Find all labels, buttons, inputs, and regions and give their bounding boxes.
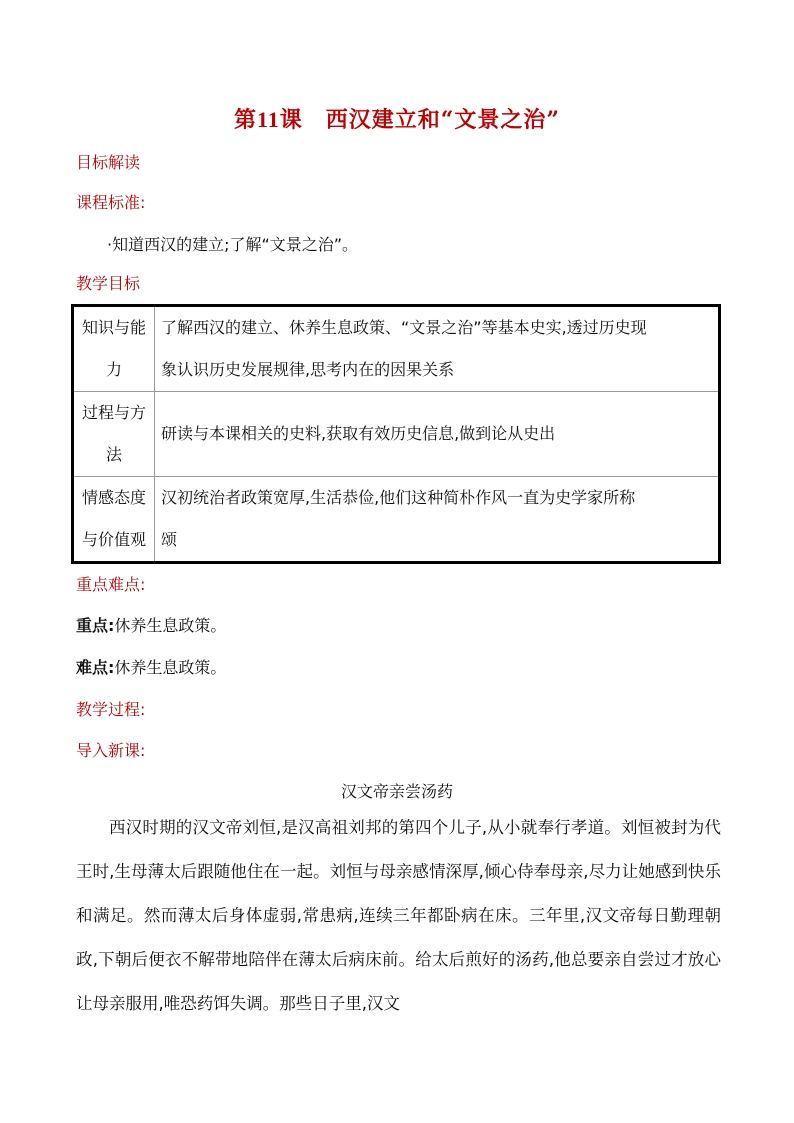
lesson-title <box>0 103 794 134</box>
difficult-point <box>76 655 226 678</box>
key-label: 重点: <box>76 616 115 635</box>
goal-description: 汉初统治者政策宽厚,生活恭俭,他们这种简朴作风一直为史学家所称 颂 <box>155 477 720 563</box>
section-objectives: 目标解读 <box>76 153 141 172</box>
story-title: 汉文帝亲尝汤药 <box>340 782 453 801</box>
curriculum-label: 课程标准: <box>76 193 146 212</box>
table-row <box>73 306 720 392</box>
table-row <box>73 392 720 477</box>
intro-label: 导入新课: <box>76 741 146 760</box>
table-row <box>73 477 720 563</box>
title-number: 11 <box>256 107 280 132</box>
teaching-goals-label: 教学目标 <box>76 274 141 293</box>
difficult-label: 难点: <box>76 658 115 677</box>
title-prefix: 第 <box>233 107 257 133</box>
title-rest: 课 西汉建立和“文景之治” <box>279 107 561 133</box>
key-point <box>76 613 226 636</box>
goal-category: 知识与能 力 <box>73 306 155 392</box>
key-points-label: 重点难点: <box>76 575 146 594</box>
goal-category: 情感态度 与价值观 <box>73 477 155 563</box>
key-text: 休养生息政策。 <box>114 616 227 635</box>
goal-description: 了解西汉的建立、休养生息政策、“文景之治”等基本史实,透过历史现 象认识历史发展规律,思考内在的因果关系 <box>155 306 720 392</box>
process-label: 教学过程: <box>76 700 146 719</box>
goals-table <box>71 304 721 564</box>
goal-description: 研读与本课相关的史料,获取有效历史信息,做到论从史出 <box>155 392 720 477</box>
difficult-text: 休养生息政策。 <box>114 658 227 677</box>
curriculum-text: ·知道西汉的建立;了解“文景之治”。 <box>107 235 359 254</box>
goal-category: 过程与方 法 <box>73 392 155 477</box>
story-paragraph: 西汉时期的汉文帝刘恒,是汉高祖刘邦的第四个儿子,从小就奉行孝道。刘恒被封为代王时,生母薄太后跟随他住在一起。刘恒与母亲感情深厚,倾心侍奉母亲,尽力让她感到快乐和满足。然而薄太后身体虚弱,常患病,连续三年都卧病在床。三年里,汉文帝每日勤理朝政,下朝后便衣不解带地陪伴在薄太后病床前。给太后煎好的汤药,他总要亲自尝过才放心让母亲服用,唯恐药饵失调。那些日子里,汉文 <box>76 818 721 1013</box>
